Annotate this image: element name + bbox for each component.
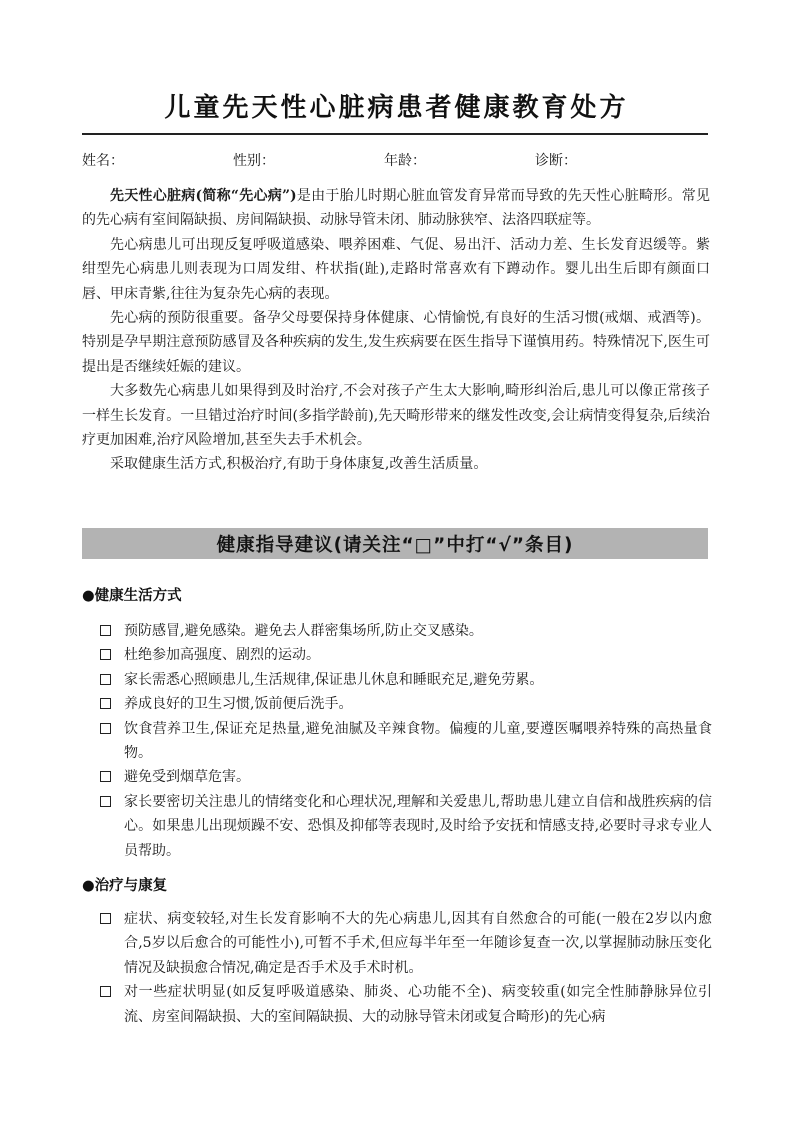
checklist-item — [100, 790, 712, 863]
checklist-item — [100, 692, 712, 716]
checklist-item — [100, 619, 712, 643]
intro-term: 先天性心脏病(简称“先心病”) — [110, 188, 297, 204]
section-heading-lifestyle: ●健康生活方式 — [82, 588, 182, 604]
checklist-item-text: 避免受到烟草危害。 — [124, 769, 250, 786]
diagnosis-field-label: 诊断： — [535, 153, 577, 169]
checklist-item-text: 杜绝参加高强度、剧烈的运动。 — [124, 647, 320, 664]
checklist-item-text: 对一些症状明显(如反复呼吸道感染、肺炎、心功能不全)、病变较重(如完全性肺静脉异位引流、房室间隔缺损、大的室间隔缺损、大的动脉导管未闭或复合畸形)的先心病 — [124, 984, 712, 1025]
checkbox[interactable] — [100, 771, 111, 782]
intro-paragraph: 先心病的预防很重要。备孕父母要保持身体健康、心情愉悦,有良好的生活习惯(戒烟、戒酒等)。特别是孕早期注意预防感冒及各种疾病的发生,发生疾病要在医生指导下谨慎用药。特殊情况下,医生可提出是否继续妊娠的建议。 — [82, 310, 710, 375]
checklist-item — [100, 668, 712, 692]
intro-paragraph: 先心病患儿可出现反复呼吸道感染、喂养困难、气促、易出汗、活动力差、生长发育迟缓等。紫绀型先心病患儿则表现为口周发绀、杵状指(趾),走路时常喜欢有下蹲动作。婴儿出生后即有颜面口唇、甲床青紫,往往为复杂先心病的表现。 — [82, 236, 710, 302]
intro-paragraph-text: 是由于胎儿时期心脏血管发育异常而导致的先天性心脏畸形。常见的先心病有室间隔缺损、房间隔缺损、动脉导管未闭、肺动脉狭窄、法洛四联症等。 — [82, 188, 711, 229]
section-heading-treatment: ●治疗与康复 — [82, 878, 168, 894]
checkbox[interactable] — [100, 649, 111, 660]
checkbox[interactable] — [100, 698, 111, 709]
gender-field-label: 性别： — [233, 153, 275, 169]
checklist-item-text: 家长要密切关注患儿的情绪变化和心理状况,理解和关爱患儿,帮助患儿建立自信和战胜疾病的信心。如果患儿出现烦躁不安、恐惧及抑郁等表现时,及时给予安抚和情感支持,必要时寻求专业人员帮助。 — [124, 793, 712, 859]
checkbox[interactable] — [100, 796, 111, 807]
checklist-item — [100, 643, 712, 667]
checklist-item — [100, 765, 712, 789]
checklist-item-text: 预防感冒,避免感染。避免去人群密集场所,防止交叉感染。 — [124, 623, 483, 639]
checklist-item-text: 症状、病变较轻,对生长发育影响不大的先心病患儿,因其有自然愈合的可能(一般在2岁以内愈合,5岁以后愈合的可能性小),可暂不手术,但应每半年至一年随诊复查一次,以掌握肺动脉压变化情况及缺损愈合情况,确定是否手术及手术时机。 — [124, 911, 712, 976]
treatment-checklist — [100, 907, 712, 1029]
checkbox[interactable] — [100, 674, 111, 685]
checklist-item-text: 家长需悉心照顾患儿,生活规律,保证患儿休息和睡眠充足,避免劳累。 — [124, 671, 544, 688]
lifestyle-checklist — [100, 619, 712, 863]
checklist-item-text: 养成良好的卫生习惯,饭前便后洗手。 — [124, 696, 353, 713]
guidance-banner-title: 健康指导建议(请关注“□”中打“√”条目) — [216, 535, 574, 556]
age-field-label: 年龄： — [384, 153, 426, 169]
title-divider — [82, 133, 708, 135]
name-field-label: 姓名： — [82, 153, 124, 169]
intro-paragraph — [82, 184, 710, 233]
page-title: 儿童先天性心脏病患者健康教育处方 — [164, 93, 629, 123]
checkbox[interactable] — [100, 913, 111, 924]
intro-text — [82, 184, 710, 477]
checklist-item — [100, 717, 712, 766]
checklist-item-text: 饮食营养卫生,保证充足热量,避免油腻及辛辣食物。偏瘦的儿童,要遵医嘱喂养特殊的高热量食物。 — [124, 720, 712, 762]
guidance-banner — [82, 528, 708, 559]
checklist-item — [100, 980, 712, 1029]
intro-paragraph: 大多数先心病患儿如果得到及时治疗,不会对孩子产生太大影响,畸形纠治后,患儿可以像正常孩子一样生长发育。一旦错过治疗时间(多指学龄前),先天畸形带来的继发性改变,会让病情变得复杂,后续治疗更加困难,治疗风险增加,甚至失去手术机会。 — [82, 383, 710, 449]
checkbox[interactable] — [100, 723, 111, 734]
checklist-item — [100, 907, 712, 980]
checkbox[interactable] — [100, 986, 111, 997]
intro-paragraph: 采取健康生活方式,积极治疗,有助于身体康复,改善生活质量。 — [110, 456, 488, 473]
checkbox[interactable] — [100, 625, 111, 636]
